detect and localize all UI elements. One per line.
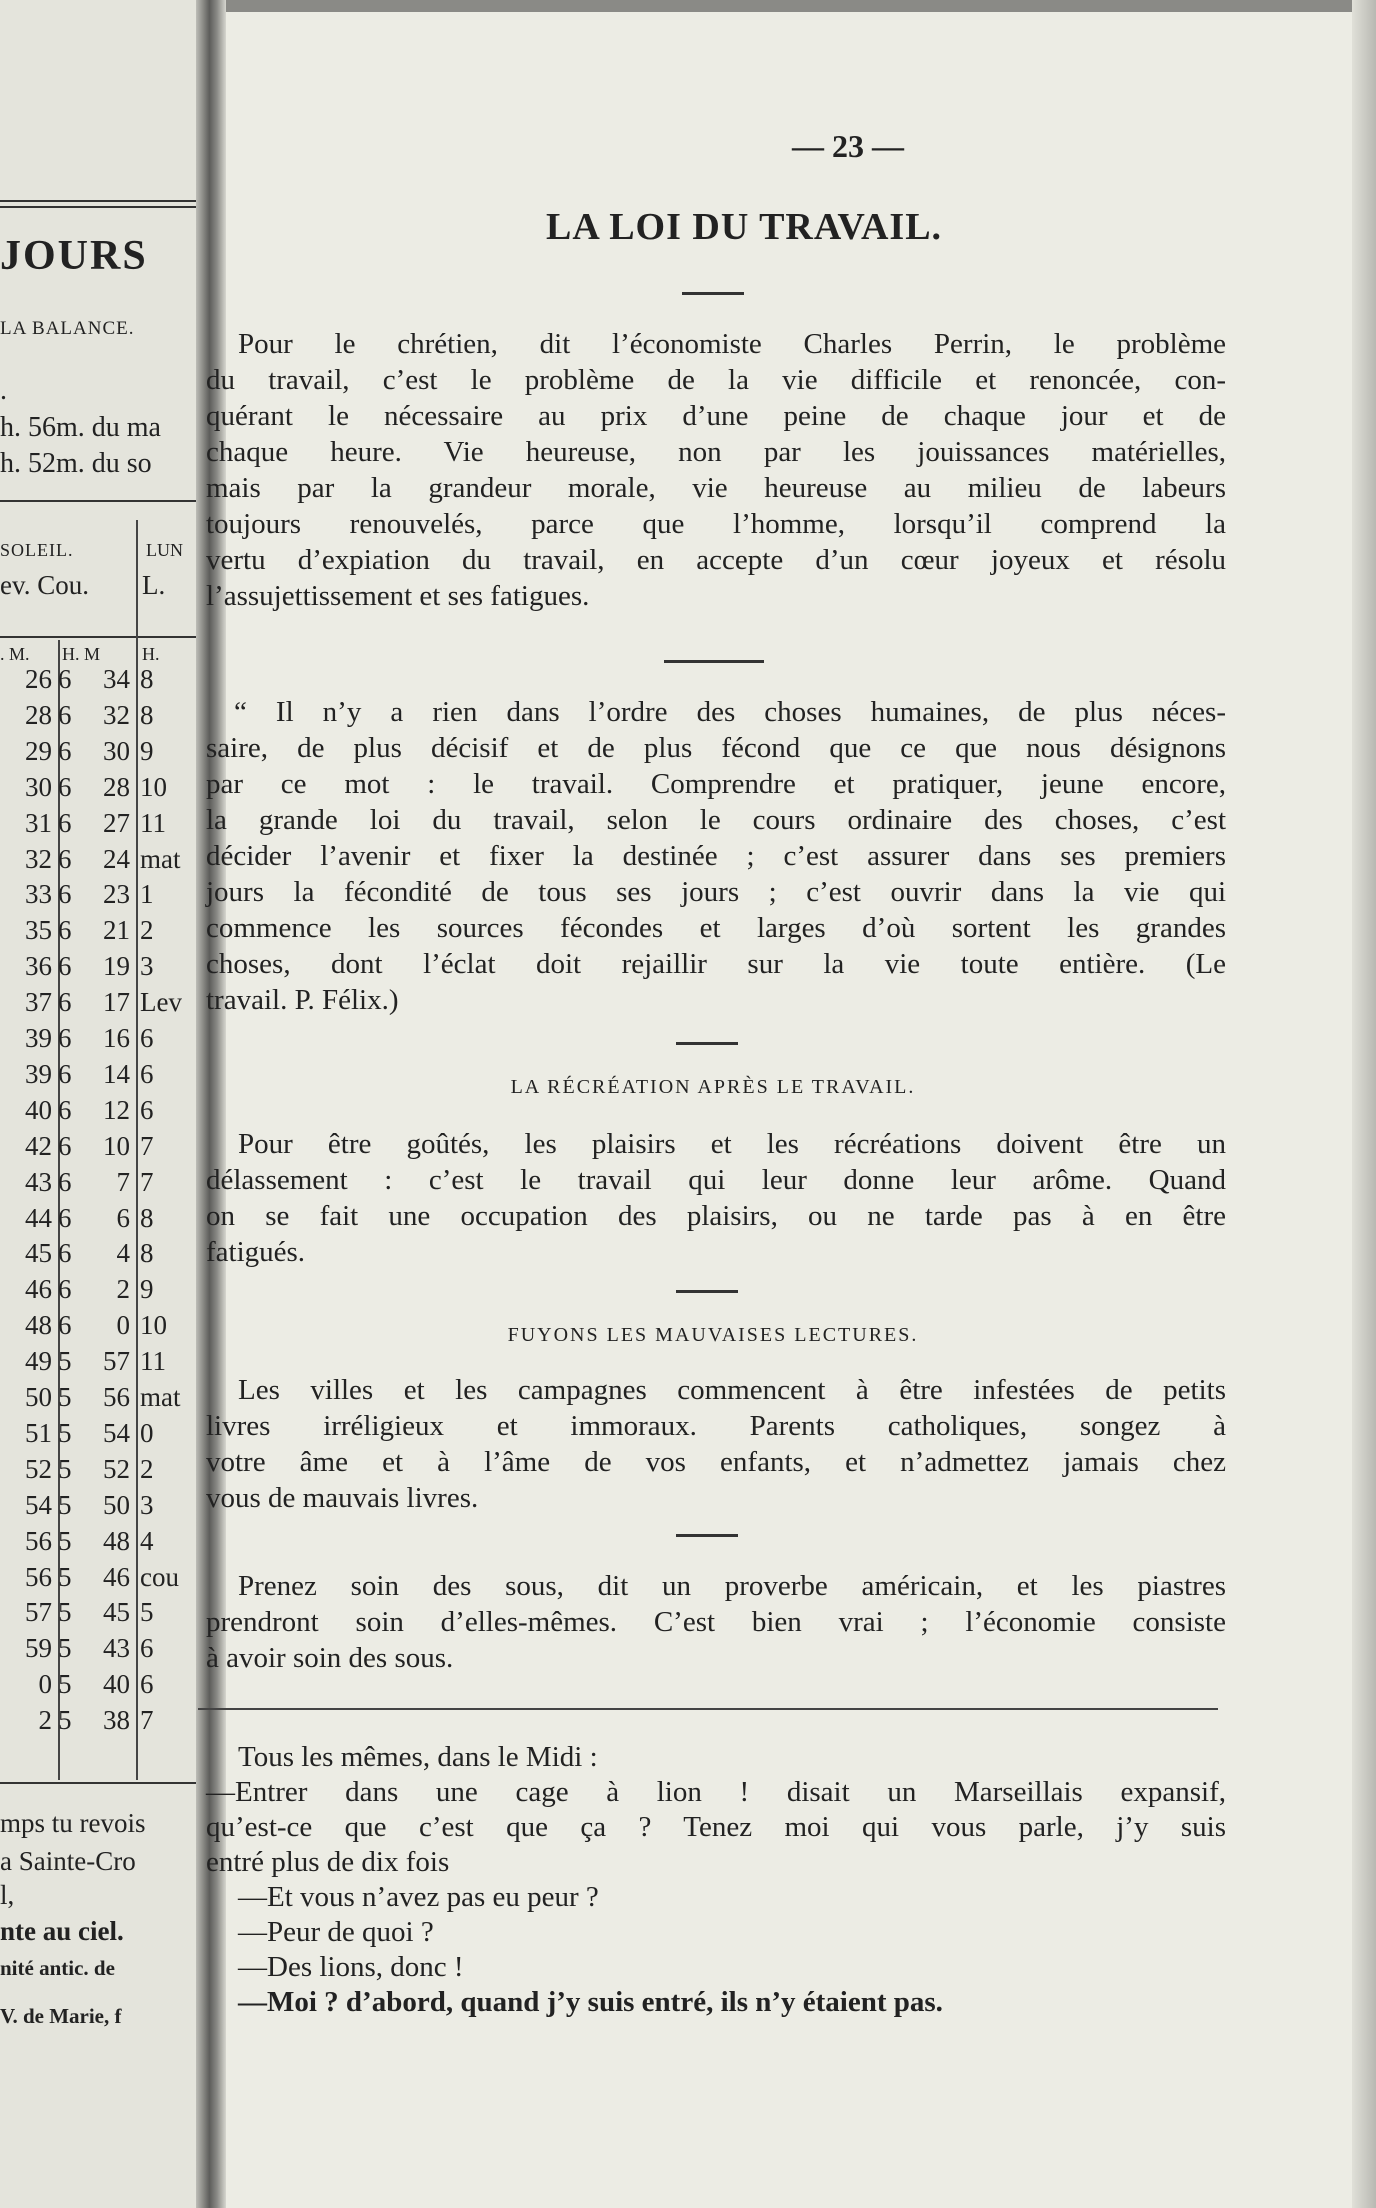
dialogue-line: —Des lions, donc ! (238, 1951, 464, 1983)
p2-line: “ Il n’y a rien dans l’ordre des choses humaines, de plus néces- (234, 696, 1226, 728)
almanac-cell: 9 (140, 735, 154, 766)
page-number: — 23 — (792, 128, 904, 164)
almanac-cell: 6 (58, 735, 72, 766)
almanac-cell: 8 (140, 1202, 154, 1233)
left-subtitle: LA BALANCE. (0, 318, 135, 339)
almanac-cell: 8 (140, 699, 154, 730)
left-col-lune: LUN (146, 540, 183, 560)
almanac-row (0, 1131, 200, 1167)
almanac-cell: Lev (140, 987, 182, 1018)
left-rule-top (0, 200, 200, 202)
heading-lectures: FUYONS LES MAUVAISES LECTURES. (507, 1324, 919, 1346)
almanac-cell: 8 (140, 1238, 154, 1269)
almanac-row (0, 772, 200, 808)
almanac-row (0, 844, 200, 880)
p2-line: jours la fécondité de tous ses jours ; c’est ouvrir dans la vie qui (206, 876, 1226, 908)
left-rule-bottom (0, 1782, 200, 1784)
almanac-cell: 54 (25, 1489, 52, 1520)
almanac-cell: 5 (58, 1453, 72, 1484)
almanac-cell: 10 (140, 1310, 167, 1341)
left-col-lev: ev. Cou. (0, 570, 89, 600)
p1-line: toujours renouvelés, parce que l’homme, lorsqu’il comprend la (206, 508, 1226, 540)
almanac-row (0, 1167, 200, 1203)
almanac-cell: 5 (58, 1346, 72, 1377)
almanac-cell: 42 (25, 1130, 52, 1161)
almanac-cell: 11 (140, 807, 166, 838)
almanac-cell: 6 (58, 915, 72, 946)
almanac-cell: 32 (103, 699, 130, 730)
almanac-row (0, 1705, 200, 1741)
almanac-cell: 46 (103, 1561, 130, 1592)
almanac-row (0, 808, 200, 844)
almanac-cell: 45 (25, 1238, 52, 1269)
almanac-row (0, 1562, 200, 1598)
almanac-cell: 43 (103, 1633, 130, 1664)
almanac-cell: 3 (140, 1489, 154, 1520)
almanac-cell: 24 (103, 843, 130, 874)
almanac-cell: 6 (58, 1274, 72, 1305)
almanac-cell: 7 (116, 1166, 130, 1197)
almanac-cell: 5 (58, 1561, 72, 1592)
almanac-cell: 6 (58, 771, 72, 802)
p3-line: délassement : c’est le travail qui leur donne leur arôme. Quand (206, 1164, 1226, 1196)
almanac-cell: 28 (103, 771, 130, 802)
almanac-cell: 5 (58, 1382, 72, 1412)
p1-line: quérant le nécessaire au prix d’une peine de chaque jour et de (206, 400, 1226, 432)
almanac-cell: 2 (38, 1705, 52, 1736)
almanac-cell: 2 (140, 1453, 154, 1484)
almanac-cell: 48 (103, 1525, 130, 1556)
almanac-cell: 33 (25, 879, 52, 910)
separator-2 (664, 660, 764, 663)
left-foot-5: nité antic. de (0, 1956, 115, 1980)
almanac-cell: 52 (25, 1453, 52, 1484)
paragraph-felix (206, 694, 1226, 1018)
almanac-cell: 26 (25, 664, 52, 694)
almanac-cell: 44 (25, 1202, 52, 1233)
almanac-cell: 32 (25, 843, 52, 874)
almanac-row (0, 987, 200, 1023)
separator-3 (676, 1042, 738, 1045)
dialogue-marseillais (206, 1740, 1226, 2020)
almanac-cell: 5 (58, 1633, 72, 1664)
almanac-cell: 0 (140, 1417, 154, 1448)
almanac-row (0, 1669, 200, 1705)
p5-line: à avoir soin des sous. (206, 1642, 454, 1674)
almanac-cell: 6 (140, 1023, 154, 1053)
almanac-cell: 6 (58, 843, 72, 874)
separator-5 (676, 1534, 738, 1537)
p5-line: prendront soin d’elles-mêmes. C’est bien vrai ; l’économie consiste (206, 1606, 1226, 1638)
almanac-cell: 6 (58, 1310, 72, 1341)
almanac-cell: 5 (58, 1417, 72, 1448)
p1-line: mais par la grandeur morale, vie heureuse au milieu de labeurs (206, 472, 1226, 504)
dialogue-line: —Entrer dans une cage à lion ! disait un Marseillais expansif, (206, 1776, 1226, 1808)
almanac-cell: 10 (103, 1130, 130, 1161)
left-foot-3: l, (0, 1880, 15, 1910)
almanac-cell: 6 (58, 1094, 72, 1125)
almanac-row (0, 1454, 200, 1490)
almanac-cell: mat (140, 843, 181, 874)
left-rule-top-2 (0, 206, 200, 208)
p2-line: décider l’avenir et fixer la destinée ; c’est assurer dans ses premiers (206, 840, 1226, 872)
almanac-cell: 6 (58, 699, 72, 730)
heading-recreation: LA RÉCRÉATION APRÈS LE TRAVAIL. (510, 1076, 916, 1098)
left-foot-4: nte au ciel. (0, 1916, 124, 1946)
almanac-row (0, 1274, 200, 1310)
almanac-cell: 49 (25, 1346, 52, 1377)
almanac-cell: 3 (140, 951, 154, 982)
almanac-cell: 34 (103, 664, 130, 694)
almanac-cell: 29 (25, 735, 52, 766)
left-rule-mid (0, 500, 200, 502)
almanac-cell: 39 (25, 1058, 52, 1089)
left-title: JOURS (0, 233, 148, 279)
left-col-soleil: SOLEIL. (0, 540, 74, 560)
p2-line: travail. P. Félix.) (206, 984, 399, 1016)
separator-4 (676, 1290, 738, 1293)
almanac-cell: mat (140, 1382, 181, 1412)
almanac-cell: 28 (25, 699, 52, 730)
almanac-cell: 57 (25, 1597, 52, 1628)
almanac-cell: 5 (58, 1597, 72, 1628)
left-page-fragment (0, 0, 212, 2208)
p2-line: par ce mot : le travail. Comprendre et pratiquer, jeune encore, (206, 768, 1226, 800)
almanac-cell: 5 (58, 1669, 72, 1700)
p4-line: Les villes et les campagnes commencent à être infestées de petits (238, 1374, 1226, 1406)
almanac-cell: 40 (25, 1094, 52, 1125)
almanac-row (0, 1418, 200, 1454)
almanac-cell: 5 (140, 1597, 154, 1628)
almanac-row (0, 736, 200, 772)
almanac-row (0, 1059, 200, 1095)
almanac-cell: 6 (140, 1669, 154, 1700)
almanac-cell: 40 (103, 1669, 130, 1700)
almanac-row (0, 951, 200, 987)
almanac-cell: 6 (140, 1633, 154, 1664)
almanac-row (0, 1095, 200, 1131)
almanac-cell: 11 (140, 1346, 166, 1377)
p4-line: votre âme et à l’âme de vos enfants, et n’admettez jamais chez (206, 1446, 1226, 1478)
almanac-cell: 39 (25, 1023, 52, 1053)
dialogue-line: —Moi ? d’abord, quand j’y suis entré, ils n’y étaient pas. (238, 1986, 943, 2018)
p1-line: l’assujettissement et ses fatigues. (206, 580, 590, 612)
p4-line: livres irréligieux et immoraux. Parents catholiques, songez à (206, 1410, 1226, 1442)
almanac-cell: 7 (140, 1705, 154, 1736)
almanac-cell: 31 (25, 807, 52, 838)
almanac-cell: 38 (103, 1705, 130, 1736)
almanac-cell: 6 (140, 1094, 154, 1125)
almanac-row (0, 879, 200, 915)
p4-line: vous de mauvais livres. (206, 1482, 479, 1514)
almanac-cell: 56 (103, 1382, 130, 1412)
almanac-cell: 50 (25, 1382, 52, 1412)
almanac-row (0, 1382, 200, 1418)
almanac-cell: 4 (116, 1238, 130, 1269)
p2-line: commence les sources fécondes et larges d’où sortent les grandes (206, 912, 1226, 944)
separator-1 (682, 292, 744, 295)
almanac-cell: 27 (103, 807, 130, 838)
left-dot: . (0, 375, 7, 406)
almanac-cell: 36 (25, 951, 52, 982)
page-right-edge (1352, 0, 1376, 2208)
almanac-cell: 1 (140, 879, 154, 910)
almanac-cell: 6 (58, 951, 72, 982)
almanac-cell: 6 (58, 807, 72, 838)
almanac-row (0, 1238, 200, 1274)
almanac-cell: 30 (25, 771, 52, 802)
left-units-3: H. (142, 644, 160, 664)
paragraph-lectures (206, 1372, 1226, 1516)
page-title: LA LOI DU TRAVAIL. (546, 206, 943, 248)
left-col-l: L. (142, 570, 166, 600)
p3-line: on se fait une occupation des plaisirs, ou ne tarde pas à en être (206, 1200, 1226, 1232)
almanac-row (0, 1633, 200, 1669)
dialogue-line: entré plus de dix fois (206, 1846, 450, 1878)
almanac-cell: 5 (58, 1525, 72, 1556)
dialogue-line: —Peur de quoi ? (238, 1916, 434, 1948)
almanac-cell: 56 (25, 1525, 52, 1556)
almanac-row (0, 700, 200, 736)
almanac-cell: 52 (103, 1453, 130, 1484)
almanac-cell: 12 (103, 1094, 130, 1125)
almanac-cell: 0 (116, 1310, 130, 1341)
almanac-cell: 59 (25, 1633, 52, 1664)
almanac-cell: 2 (140, 915, 154, 946)
paragraph-recreation (206, 1126, 1226, 1270)
p5-line: Prenez soin des sous, dit un proverbe américain, et les piastres (238, 1570, 1226, 1602)
almanac-cell: 10 (140, 771, 167, 802)
almanac-row (0, 664, 200, 700)
almanac-cell: 6 (58, 1130, 72, 1161)
almanac-cell: 6 (58, 879, 72, 910)
almanac-cell: 21 (103, 915, 130, 946)
p1-line: vertu d’expiation du travail, en accepte d’un cœur joyeux et résolu (206, 544, 1226, 576)
p1-line: Pour le chrétien, dit l’économiste Charles Perrin, le problème (238, 328, 1226, 360)
almanac-row (0, 1597, 200, 1633)
almanac-cell: 50 (103, 1489, 130, 1520)
almanac-row (0, 1310, 200, 1346)
almanac-row (0, 1346, 200, 1382)
almanac-cell: 43 (25, 1166, 52, 1197)
almanac-cell: 5 (58, 1489, 72, 1520)
rule-before-dialogue (198, 1708, 1218, 1710)
almanac-cell: 30 (103, 735, 130, 766)
almanac-cell: 17 (103, 987, 130, 1018)
almanac-cell: 9 (140, 1274, 154, 1305)
p3-line: Pour être goûtés, les plaisirs et les récréations doivent être un (238, 1128, 1226, 1160)
almanac-cell: 46 (25, 1274, 52, 1305)
p1-line: chaque heure. Vie heureuse, non par les jouissances matérielles, (206, 436, 1226, 468)
almanac-cell: 6 (140, 1058, 154, 1089)
almanac-cell: 51 (25, 1417, 52, 1448)
p2-line: la grande loi du travail, selon le cours ordinaire des choses, c’est (206, 804, 1226, 836)
almanac-cell: cou (140, 1561, 179, 1592)
dialogue-line: qu’est-ce que c’est que ça ? Tenez moi qui vous parle, j’y suis (206, 1811, 1226, 1843)
almanac-cell: 0 (38, 1669, 52, 1700)
paragraph-perrin (206, 326, 1226, 614)
p1-line: du travail, c’est le problème de la vie difficile et renoncée, con- (206, 364, 1226, 396)
almanac-cell: 6 (58, 664, 72, 694)
almanac-row (0, 1526, 200, 1562)
almanac-cell: 6 (58, 1023, 72, 1053)
dialogue-line: Tous les mêmes, dans le Midi : (238, 1741, 598, 1773)
almanac-cell: 8 (140, 664, 154, 694)
almanac-row (0, 1203, 200, 1239)
p2-line: saire, de plus décisif et de plus fécond que ce que nous désignons (206, 732, 1226, 764)
almanac-cell: 14 (103, 1058, 130, 1089)
almanac-cell: 7 (140, 1130, 154, 1161)
left-foot-6: V. de Marie, f (0, 2004, 122, 2028)
almanac-cell: 6 (116, 1202, 130, 1233)
almanac-cell: 4 (140, 1525, 154, 1556)
almanac-cell: 16 (103, 1023, 130, 1053)
left-units-2: H. M (62, 644, 101, 664)
almanac-cell: 7 (140, 1166, 154, 1197)
almanac-cell: 45 (103, 1597, 130, 1628)
left-foot-2: a Sainte-Cro (0, 1846, 136, 1876)
almanac-cell: 6 (58, 1238, 72, 1269)
almanac-cell: 35 (25, 915, 52, 946)
almanac-cell: 56 (25, 1561, 52, 1592)
almanac-cell: 48 (25, 1310, 52, 1341)
p3-line: fatigués. (206, 1236, 306, 1268)
left-units-1: . M. (0, 644, 30, 664)
almanac-cell: 5 (58, 1705, 72, 1736)
almanac-row (0, 915, 200, 951)
almanac-cell: 19 (103, 951, 130, 982)
almanac-cell: 23 (103, 879, 130, 910)
almanac-cell: 37 (25, 987, 52, 1018)
left-line-1: h. 56m. du ma (0, 412, 161, 443)
almanac-cell: 57 (103, 1346, 130, 1377)
left-rule-units (0, 636, 200, 638)
dialogue-line: —Et vous n’avez pas eu peur ? (238, 1881, 599, 1913)
almanac-cell: 6 (58, 1058, 72, 1089)
almanac-cell: 6 (58, 1166, 72, 1197)
almanac-cell: 54 (103, 1417, 130, 1448)
left-foot-1: mps tu revois (0, 1808, 146, 1838)
p2-line: choses, dont l’éclat doit rejaillir sur la vie toute entière. (Le (206, 948, 1226, 980)
almanac-cell: 6 (58, 1202, 72, 1233)
almanac-row (0, 1490, 200, 1526)
left-line-2: h. 52m. du so (0, 448, 152, 479)
paragraph-sous (206, 1568, 1226, 1676)
almanac-cell: 2 (116, 1274, 130, 1305)
almanac-row (0, 1023, 200, 1059)
almanac-cell: 6 (58, 987, 72, 1018)
